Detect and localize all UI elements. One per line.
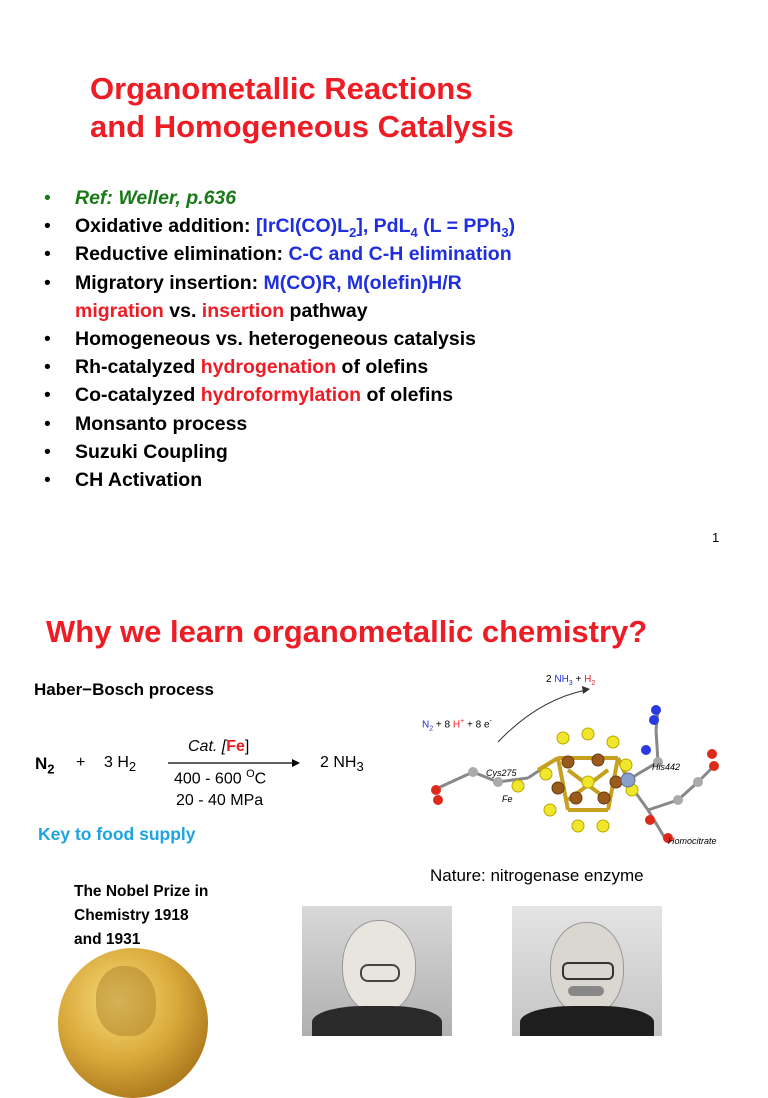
ox-sub: 4 [410,225,418,241]
enz-text: + [572,674,585,685]
slide1-title [90,70,514,146]
co-suffix: of olefins [361,384,454,407]
enz-text: e [483,719,490,731]
hydrogenation-word: hydrogenation [200,356,337,379]
eq-pressure: 20 - 40 MPa [176,792,264,809]
bullet-rh-hydrogenation [44,353,744,381]
enz-text: H [452,719,461,731]
bullet-oxidative-addition [44,212,744,240]
eq-sub: 3 [356,759,364,775]
rh-prefix: Rh-catalyzed [75,356,201,379]
bullet-co-hydroformylation [44,381,744,409]
enz-text: + 8 [433,719,453,731]
bullet-symbol: • [44,215,51,238]
enz-text: 2 [546,674,555,685]
portrait-suit [312,1006,442,1036]
ox-part: ) [508,215,516,238]
medal-profile [96,966,156,1036]
slide1-bullet-list [44,184,744,494]
migratory-detail: M(CO)R, M(olefin)H/R [263,271,462,294]
vs-word: vs. [163,299,202,322]
nitrogenase-caption: Nature: nitrogenase enzyme [430,866,644,885]
enz-sub: 2 [429,725,434,733]
eq-text: C [254,770,267,788]
bullet-symbol: • [44,384,51,407]
nobel-line-3: and 1931 [74,931,141,948]
bullet-symbol: • [44,440,51,463]
enz-text: + 8 [464,719,484,731]
page-number: 1 [712,530,720,545]
reductive-detail: C-C and C-H elimination [288,243,512,266]
ox-sub: 2 [349,225,357,241]
portrait-haber [302,906,452,1036]
fe-text: Fe [226,738,245,755]
glasses-icon [360,964,400,982]
portrait-bosch [512,906,662,1036]
nobel-line-1: The Nobel Prize in [74,883,209,900]
eq-text: 400 - 600 [174,770,247,788]
mustache-shape [568,986,604,996]
enz-text: H [584,674,592,685]
bullet-suzuki [44,438,744,466]
cluster-structure-graphic [418,670,748,860]
eq-text: 2 NH [320,754,357,771]
his442-label: His442 [652,762,681,772]
migratory-label: Migratory insertion: [75,271,264,294]
eq-sub: 2 [47,761,55,777]
eq-reactant-h2 [104,754,137,775]
nobel-line-2: Chemistry 1918 [74,907,189,924]
pathway-word: pathway [284,299,368,322]
portrait-suit [520,1006,654,1036]
homocitrate-label: Homocitrate [668,836,717,846]
nitrogenase-figure [418,670,748,860]
bullet-reductive-elimination [44,240,744,268]
reductive-label: Reductive elimination: [75,243,289,266]
bullet-symbol: • [44,187,51,209]
ch-activation-text: CH Activation [75,469,203,492]
enz-sup: - [489,718,492,725]
oxidative-label: Oxidative addition: [75,215,256,238]
slide1-title-line1: Organometallic Reactions [90,71,473,106]
eq-text: ] [244,738,250,755]
cys275-label: Cys275 [486,768,517,778]
eq-text: 3 H [104,754,129,771]
co-prefix: Co-catalyzed [75,384,201,407]
ox-part: (L = PPh [417,215,502,238]
bullet-symbol: • [44,469,51,492]
reaction-arrow [168,758,300,768]
slide2-title: Why we learn organometallic chemistry? [46,614,648,649]
insertion-word: insertion [201,299,285,322]
ox-part: [IrCl(CO)L [255,215,350,238]
bullet-symbol: • [44,271,51,294]
reference-text: Ref: Weller, p.636 [75,187,237,209]
rh-suffix: of olefins [336,356,429,379]
eq-sup: O [246,768,255,780]
eq-temperature [174,768,266,788]
bullet-monsanto [44,410,744,438]
nobel-medal-image [58,948,208,1098]
enz-text: NH [554,674,569,685]
eq-text: Cat. [ [188,738,227,755]
fe-label: Fe [502,794,513,804]
hydroformylation-word: hydroformylation [200,384,362,407]
bullet-ch-activation [44,466,744,494]
nobel-prize-text [74,880,208,952]
monsanto-text: Monsanto process [75,412,248,435]
eq-product [320,754,364,775]
bullet-migratory-insertion [44,269,744,325]
ox-part: ], PdL [356,215,411,238]
key-food-supply: Key to food supply [38,824,196,844]
slide1-title-line2: and Homogeneous Catalysis [90,109,514,144]
bullet-symbol: • [44,328,51,351]
eq-text: N [35,754,48,773]
bullet-symbol: • [44,243,51,266]
oxidative-complex [255,215,516,241]
bullet-ref [44,184,744,212]
glasses-icon [562,962,614,980]
enz-text: N [422,719,430,731]
bullet-homogeneous [44,325,744,353]
enz-sup: + [460,718,465,725]
eq-sub: 2 [128,759,137,775]
enz-sub: 3 [568,680,573,687]
enz-sub: 2 [591,680,596,687]
bullet-symbol: • [44,356,51,379]
migration-word: migration [75,299,164,322]
homogeneous-text: Homogeneous vs. heterogeneous catalysis [75,328,476,351]
haber-bosch-label: Haber−Bosch process [34,680,214,699]
eq-catalyst [188,738,249,756]
bullet-symbol: • [44,412,51,435]
eq-plus: + [76,754,86,771]
eq-reactant-n2 [35,754,55,777]
ox-sub: 3 [501,225,509,241]
suzuki-text: Suzuki Coupling [75,440,228,463]
